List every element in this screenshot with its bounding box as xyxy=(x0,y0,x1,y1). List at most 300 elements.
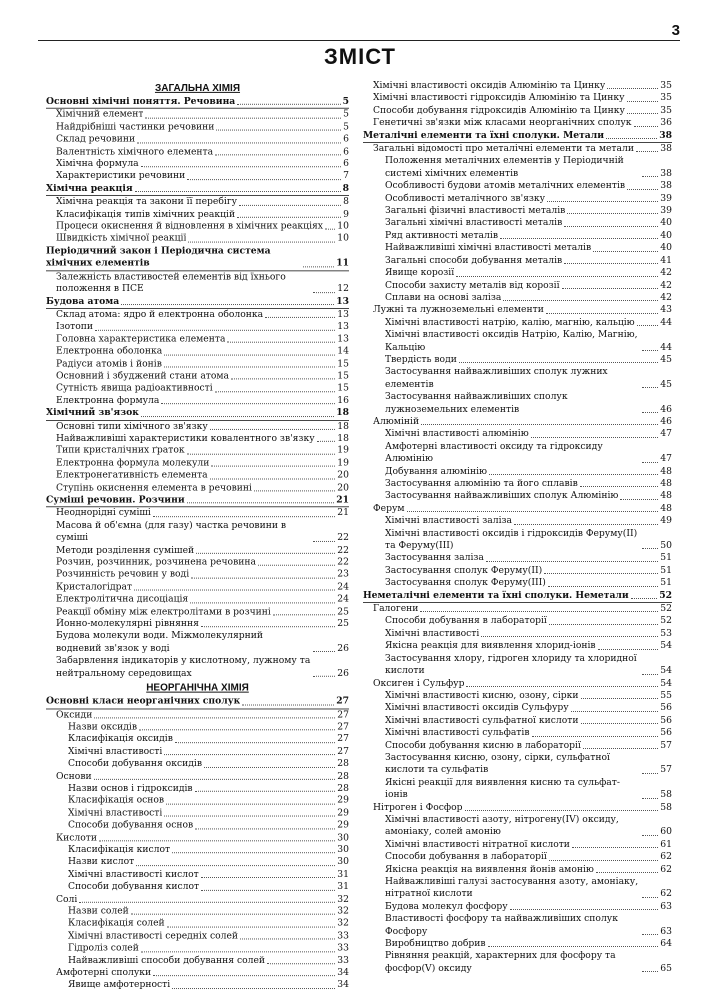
dot-leader xyxy=(620,499,658,500)
toc-entry-title: Хімічна реакція xyxy=(46,182,133,194)
toc-entry xyxy=(46,955,349,967)
toc-entry-page: 48 xyxy=(660,465,672,477)
dot-leader xyxy=(549,860,658,861)
toc-entry xyxy=(363,193,672,205)
dot-leader xyxy=(514,524,658,525)
toc-entry-page: 20 xyxy=(337,482,349,493)
dot-leader xyxy=(317,441,336,442)
toc-entry-title: Неметалічні елементи та їхні сполуки. Неметали xyxy=(363,589,629,601)
toc-entry xyxy=(46,545,349,557)
toc-entry-page: 49 xyxy=(660,515,672,527)
toc-entry-title: Йонно-молекулярні рівняння xyxy=(56,618,199,630)
toc-entry-title: Алюміній xyxy=(373,415,420,427)
toc-entry-title: Суміші речовин. Розчини xyxy=(46,494,185,506)
toc-entry-page: 47 xyxy=(660,453,672,465)
toc-entry-page: 15 xyxy=(337,370,349,382)
toc-entry-page: 35 xyxy=(660,104,672,116)
toc-entry-title: Електронегативність елемента xyxy=(56,469,208,481)
toc-entry xyxy=(363,901,672,913)
toc-entry-page: 38 xyxy=(660,167,672,179)
toc-entry xyxy=(363,416,672,428)
toc-entry xyxy=(46,146,349,158)
toc-entry-title: Ферум xyxy=(373,502,405,514)
toc-entry-title: Хімічні властивості xyxy=(68,807,163,819)
dot-leader xyxy=(231,379,335,380)
toc-entry-page: 22 xyxy=(337,556,349,568)
dot-leader xyxy=(195,828,335,829)
toc-entry-page: 38 xyxy=(660,143,672,155)
dot-leader xyxy=(210,429,336,430)
toc-entry xyxy=(46,967,349,979)
dot-leader xyxy=(313,292,335,293)
toc-entry xyxy=(363,603,672,615)
toc-entry-page: 31 xyxy=(337,881,349,893)
toc-entry xyxy=(46,482,349,494)
toc-entry-title: Солі xyxy=(56,893,78,905)
page-number: 3 xyxy=(671,22,680,39)
toc-entry-page: 38 xyxy=(660,180,672,192)
toc-entry xyxy=(46,470,349,482)
toc-entry xyxy=(46,121,349,133)
toc-entry-page: 62 xyxy=(660,888,672,900)
toc-chapter-entry xyxy=(46,696,349,709)
dot-leader xyxy=(94,717,335,718)
toc-entry xyxy=(46,783,349,795)
toc-entry-title: Основний і збуджений стани атома xyxy=(56,370,230,382)
toc-entry-page: 24 xyxy=(337,593,349,605)
toc-entry xyxy=(363,615,672,627)
header-rule xyxy=(38,40,680,41)
toc-entry xyxy=(46,271,349,296)
toc-entry-title: Оксиди xyxy=(56,708,93,720)
dot-leader xyxy=(210,478,336,479)
toc-entry xyxy=(363,839,672,851)
toc-entry-page: 27 xyxy=(336,695,349,707)
dot-leader xyxy=(510,909,659,910)
toc-entry-page: 5 xyxy=(342,95,349,107)
toc-entry xyxy=(46,721,349,733)
dot-leader xyxy=(596,872,658,873)
toc-entry-title: Розчин, розчинник, розчинена речовина xyxy=(56,556,256,568)
toc-entry-page: 43 xyxy=(660,304,672,316)
toc-entry-title: Будова молекул фосфору xyxy=(385,900,508,912)
toc-entry-title: Класифікація типів хімічних реакцій xyxy=(56,208,236,220)
toc-entry xyxy=(46,445,349,457)
toc-entry xyxy=(363,653,672,678)
toc-entry-page: 29 xyxy=(337,795,349,806)
toc-entry xyxy=(363,814,672,839)
toc-entry xyxy=(363,528,672,553)
toc-entry xyxy=(46,321,349,333)
toc-entry xyxy=(46,134,349,146)
toc-entry-title: Основи xyxy=(56,770,92,782)
toc-right-column xyxy=(363,80,672,975)
dot-leader xyxy=(631,598,658,599)
dot-leader xyxy=(204,767,335,768)
toc-entry xyxy=(363,490,672,502)
toc-entry-title: Масова й об'ємна (для газу) частка речовини в суміші xyxy=(56,519,287,544)
dot-leader xyxy=(141,951,335,952)
dot-leader xyxy=(187,503,335,504)
toc-entry xyxy=(363,640,672,652)
toc-entry xyxy=(46,346,349,358)
toc-entry-page: 40 xyxy=(660,229,672,241)
toc-chapter-entry xyxy=(46,296,349,309)
dot-leader xyxy=(240,939,335,940)
dot-leader xyxy=(164,816,335,817)
dot-leader xyxy=(642,971,658,972)
toc-entry xyxy=(363,280,672,292)
toc-entry-page: 9 xyxy=(343,208,349,220)
dot-leader xyxy=(564,263,658,264)
toc-entry-page: 30 xyxy=(337,844,349,856)
toc-entry-page: 34 xyxy=(337,967,349,979)
toc-chapter-entry xyxy=(46,494,349,507)
toc-entry-page: 40 xyxy=(660,217,672,229)
toc-entry xyxy=(363,267,672,279)
toc-entry-title: Способи добування оксидів xyxy=(68,758,202,770)
toc-entry-page: 52 xyxy=(659,589,672,601)
toc-entry-title: Способи добування в лабораторії xyxy=(385,851,547,863)
dot-leader xyxy=(79,902,335,903)
toc-entry xyxy=(363,938,672,950)
toc-entry-page: 52 xyxy=(660,603,672,615)
toc-entry-page: 29 xyxy=(337,819,349,831)
toc-entry-title: Якісна реакція для виявлення хлорид-іонів xyxy=(385,640,596,652)
toc-entry-title: Склад речовини xyxy=(56,133,136,145)
dot-leader xyxy=(164,354,335,355)
toc-entry xyxy=(46,832,349,844)
dot-leader xyxy=(141,416,334,417)
toc-entry-page: 18 xyxy=(336,407,349,419)
dot-leader xyxy=(273,614,335,615)
toc-entry-page: 54 xyxy=(660,640,672,652)
toc-entry xyxy=(46,520,349,545)
toc-entry-page: 53 xyxy=(660,627,672,639)
toc-entry-page: 48 xyxy=(660,490,672,502)
toc-entry xyxy=(46,158,349,170)
dot-leader xyxy=(267,963,335,964)
dot-leader xyxy=(254,490,335,491)
toc-entry xyxy=(363,441,672,466)
toc-entry-title: Способи добування кисню в лабораторії xyxy=(385,739,581,751)
toc-entry-title: Кислоти xyxy=(56,831,97,843)
toc-entry xyxy=(363,391,672,416)
toc-entry-page: 51 xyxy=(660,552,672,564)
toc-entry xyxy=(363,552,672,564)
dot-leader xyxy=(459,362,658,363)
toc-entry-page: 42 xyxy=(660,267,672,279)
toc-entry-title: Найважливіші способи добування солей xyxy=(68,954,266,966)
toc-entry-title: Хімічний зв'язок xyxy=(46,407,139,419)
dot-leader xyxy=(313,651,335,652)
dot-leader xyxy=(547,201,658,202)
toc-entry-page: 33 xyxy=(337,942,349,954)
toc-entry xyxy=(363,577,672,589)
toc-entry-title: Найважливіші характеристики ковалентного зв'язку xyxy=(56,432,315,444)
toc-entry xyxy=(363,777,672,802)
toc-entry-page: 46 xyxy=(660,415,672,427)
toc-entry-page: 22 xyxy=(337,544,349,556)
toc-entry-page: 7 xyxy=(343,170,349,182)
dot-leader xyxy=(481,636,658,637)
dot-leader xyxy=(593,251,658,252)
toc-entry-title: Загальні фізичні властивості металів xyxy=(385,205,566,217)
toc-entry xyxy=(363,155,672,180)
toc-entry xyxy=(46,370,349,382)
toc-entry-title: Амфотерні сполуки xyxy=(56,967,152,979)
toc-entry-page: 19 xyxy=(337,445,349,457)
toc-entry-title: Хімічні властивості xyxy=(68,745,163,757)
toc-section-heading: ЗАГАЛЬНА ХІМІЯ xyxy=(154,82,241,94)
toc-entry-page: 46 xyxy=(660,403,672,415)
toc-entry xyxy=(363,304,672,316)
toc-entry-title: Способи добування гідроксидів Алюмінію та Цинку xyxy=(373,104,625,116)
toc-entry xyxy=(46,358,349,370)
toc-entry-title: Назви солей xyxy=(68,905,129,917)
toc-entry-page: 12 xyxy=(337,283,349,295)
toc-entry-page: 8 xyxy=(343,196,349,208)
toc-entry-title: Металічні елементи та їхні сполуки. Метали xyxy=(363,129,605,141)
toc-entry-page: 35 xyxy=(660,80,672,91)
toc-entry-page: 19 xyxy=(337,457,349,469)
toc-entry-title: Назви основ і гідроксидів xyxy=(68,782,193,794)
dot-leader xyxy=(642,462,658,463)
toc-entry-title: Швидкість хімічної реакції xyxy=(56,233,187,245)
dot-leader xyxy=(634,126,659,127)
toc-entry-page: 50 xyxy=(660,540,672,552)
toc-entry xyxy=(363,864,672,876)
dot-leader xyxy=(580,486,659,487)
dot-leader xyxy=(583,748,658,749)
toc-entry-page: 25 xyxy=(337,618,349,630)
toc-entry-title: Хімічні властивості кисню, озону, сірки xyxy=(385,689,579,701)
toc-entry xyxy=(363,950,672,975)
dot-leader xyxy=(598,649,659,650)
toc-entry-page: 62 xyxy=(660,863,672,875)
toc-entry-title: Кристалогідрат xyxy=(56,581,133,593)
toc-entry xyxy=(363,876,672,901)
toc-entry-title: Застосування найважливіших сполук Алюмінію xyxy=(385,490,619,502)
dot-leader xyxy=(642,674,658,675)
dot-leader xyxy=(567,213,658,214)
toc-entry xyxy=(46,869,349,881)
toc-entry-title: Властивості фосфору та найважливіших сполук Фосфору xyxy=(385,913,618,937)
toc-entry-title: Хімічні властивості заліза xyxy=(385,515,513,527)
toc-entry-title: Рівняння реакцій, характерних для фосфору та фосфор(V) оксиду xyxy=(385,950,616,974)
toc-entry-title: Загальні способи добування металів xyxy=(385,254,563,266)
toc-entry xyxy=(46,309,349,321)
dot-leader xyxy=(172,853,335,854)
toc-entry-title: Сплави на основі заліза xyxy=(385,291,502,303)
toc-entry-title: Застосування хлору, гідроген хлориду та хлоридної кислоти xyxy=(385,652,637,677)
dot-leader xyxy=(642,897,658,898)
toc-entry-page: 38 xyxy=(659,129,672,141)
toc-entry-page: 30 xyxy=(337,856,349,868)
toc-entry-title: Ізотопи xyxy=(56,321,94,333)
dot-leader xyxy=(642,387,658,388)
toc-entry xyxy=(46,421,349,433)
toc-entry xyxy=(363,180,672,192)
toc-chapter-entry xyxy=(46,245,349,271)
toc-entry xyxy=(46,618,349,630)
toc-entry-page: 13 xyxy=(337,321,349,333)
toc-entry-title: Склад атома: ядро й електронна оболонка xyxy=(56,308,264,320)
dot-leader xyxy=(486,561,658,562)
toc-entry xyxy=(46,980,349,992)
toc-entry-title: Основні хімічні поняття. Речовина xyxy=(46,95,236,107)
toc-chapter-entry xyxy=(46,407,349,420)
toc-entry-title: Хімічні властивості алюмінію xyxy=(385,428,529,440)
toc-entry-page: 60 xyxy=(660,826,672,838)
toc-entry xyxy=(46,906,349,918)
toc-entry-title: Основні класи неорганічних сполук xyxy=(46,695,241,707)
toc-entry-title: Ряд активності металів xyxy=(385,229,498,241)
toc-entry-title: Найважливіші галузі застосування азоту, амоніаку, нітратної кислоти xyxy=(385,876,639,900)
toc-entry-title: Застосування алюмінію та його сплавів xyxy=(385,478,578,489)
toc-entry-page: 45 xyxy=(660,353,672,365)
dot-leader xyxy=(195,791,336,792)
dot-leader xyxy=(141,167,342,168)
page-title: ЗМІСТ xyxy=(324,44,396,69)
toc-entry xyxy=(46,433,349,445)
dot-leader xyxy=(503,300,658,301)
toc-entry-page: 33 xyxy=(337,954,349,966)
toc-entry xyxy=(46,918,349,930)
toc-entry-title: Добування алюмінію xyxy=(385,465,488,477)
toc-entry xyxy=(363,678,672,690)
toc-entry-title: Застосування сполук Феруму(ІІ) xyxy=(385,564,543,576)
toc-entry xyxy=(363,851,672,863)
dot-leader xyxy=(500,238,658,239)
toc-entry-page: 26 xyxy=(337,642,349,654)
toc-entry-page: 23 xyxy=(337,569,349,581)
dot-leader xyxy=(488,946,659,947)
toc-entry-title: Способи добування основ xyxy=(68,819,194,831)
toc-entry xyxy=(46,631,349,656)
toc-entry-title: Характеристики речовини xyxy=(56,170,186,182)
toc-entry-page: 56 xyxy=(660,727,672,739)
toc-entry-page: 44 xyxy=(660,316,672,328)
toc-entry-title: Способи добування в лабораторії xyxy=(385,615,547,627)
toc-entry-page: 64 xyxy=(660,938,672,950)
toc-entry-page: 33 xyxy=(337,930,349,942)
toc-entry xyxy=(363,255,672,267)
toc-entry-page: 44 xyxy=(660,341,672,353)
toc-entry xyxy=(46,109,349,121)
dot-leader xyxy=(642,798,658,799)
toc-entry xyxy=(363,80,672,92)
toc-entry-title: Галогени xyxy=(373,603,419,615)
toc-entry-page: 29 xyxy=(337,807,349,819)
toc-entry-title: Хімічні властивості гідроксидів Алюмінію та Цинку xyxy=(373,92,625,104)
dot-leader xyxy=(642,176,658,177)
toc-entry xyxy=(363,105,672,117)
toc-entry-title: Оксиген і Сульфур xyxy=(373,677,465,689)
toc-entry-page: 16 xyxy=(337,394,349,406)
dot-leader xyxy=(636,151,658,152)
toc-entry xyxy=(363,242,672,254)
toc-entry-title: Твердість води xyxy=(385,353,457,365)
toc-entry xyxy=(46,930,349,942)
dot-leader xyxy=(167,926,336,927)
toc-entry-title: Хімічна реакція та закони її перебігу xyxy=(56,196,238,208)
toc-entry-page: 28 xyxy=(337,770,349,782)
toc-entry xyxy=(46,594,349,606)
dot-leader xyxy=(161,403,335,404)
toc-entry-page: 6 xyxy=(343,146,349,157)
toc-entry-page: 27 xyxy=(337,708,349,720)
toc-entry-page: 56 xyxy=(660,714,672,726)
toc-entry-title: Застосування найважливіших сполук лужних елементів xyxy=(385,366,608,390)
toc-entry xyxy=(363,217,672,229)
toc-entry-title: Методи розділення сумішей xyxy=(56,544,195,556)
dot-leader xyxy=(188,241,335,242)
dot-leader xyxy=(172,988,335,989)
toc-entry-page: 48 xyxy=(660,478,672,489)
dot-leader xyxy=(215,154,341,155)
toc-entry-title: Забарвлення індикаторів у кислотному, лужному та нейтральному середовищах xyxy=(56,655,311,679)
dot-leader xyxy=(627,101,659,102)
toc-entry-page: 58 xyxy=(660,801,672,813)
dot-leader xyxy=(201,877,336,878)
toc-entry xyxy=(46,209,349,221)
toc-entry-page: 30 xyxy=(337,831,349,843)
toc-entry-title: Особливості будови атомів металічних елементів xyxy=(385,180,626,192)
toc-entry xyxy=(46,395,349,407)
toc-entry xyxy=(46,758,349,770)
toc-entry-title: Генетичні зв'язки між класами неорганічних сполук xyxy=(373,117,632,129)
toc-entry-page: 58 xyxy=(660,789,672,801)
toc-entry-title: Електролітична дисоціація xyxy=(56,593,189,605)
toc-entry-page: 32 xyxy=(337,918,349,929)
toc-entry-title: Хімічна формула xyxy=(56,158,139,170)
toc-section-heading: НЕОРГАНІЧНА ХІМІЯ xyxy=(146,682,249,694)
toc-entry-title: Застосування заліза xyxy=(385,552,484,564)
toc-entry xyxy=(46,655,349,680)
toc-entry-page: 35 xyxy=(660,92,672,104)
toc-entry-title: Класифікація основ xyxy=(68,795,165,806)
toc-entry-page: 13 xyxy=(336,295,349,307)
toc-entry-page: 54 xyxy=(660,665,672,677)
dot-leader xyxy=(166,803,335,804)
toc-entry-page: 63 xyxy=(660,900,672,912)
dot-leader xyxy=(466,686,658,687)
toc-entry-page: 61 xyxy=(660,838,672,850)
dot-leader xyxy=(237,104,340,105)
toc-entry xyxy=(46,734,349,746)
toc-entry-page: 13 xyxy=(337,333,349,345)
toc-entry-title: Реакції обміну між електролітами в розчині xyxy=(56,606,271,617)
dot-leader xyxy=(136,865,335,866)
toc-entry xyxy=(363,715,672,727)
toc-entry-title: Розчинність речовин у воді xyxy=(56,569,190,581)
toc-entry-title: Хімічні властивості нітратної кислоти xyxy=(385,838,570,850)
toc-entry xyxy=(363,565,672,577)
toc-left-column xyxy=(46,80,349,992)
toc-entry-title: Будова молекули води. Міжмолекулярний водневий зв'язок у воді xyxy=(56,630,264,654)
toc-entry-title: Основні типи хімічного зв'язку xyxy=(56,420,208,432)
toc-entry xyxy=(363,117,672,129)
toc-entry xyxy=(363,230,672,242)
toc-entry-title: Класифікація оксидів xyxy=(68,733,173,745)
toc-entry-title: Хімічні властивості азоту, нітрогену(IV) оксиду, амоніаку, солей амонію xyxy=(385,813,619,838)
toc-entry-title: Особливості металічного зв'язку xyxy=(385,192,546,204)
toc-entry-page: 52 xyxy=(660,615,672,627)
dot-leader xyxy=(313,541,335,542)
toc-entry xyxy=(363,752,672,777)
toc-entry xyxy=(363,428,672,440)
